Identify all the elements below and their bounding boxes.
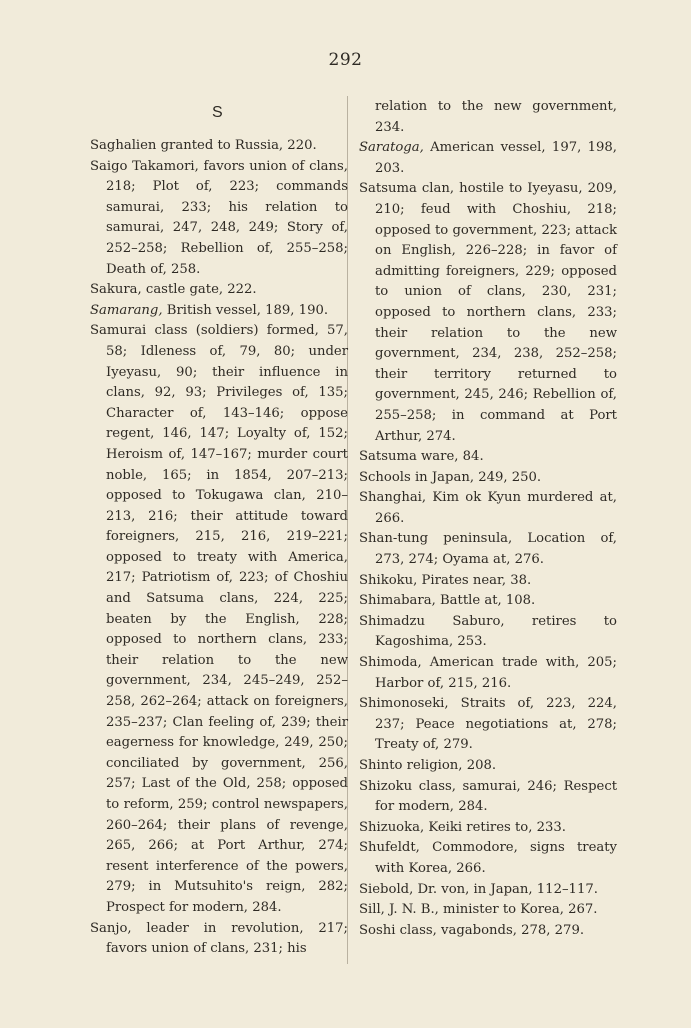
right-column bbox=[359, 97, 617, 941]
index-entry: Shimonoseki, Straits of, 223, 224, 237; Peace negotiations at, 278; Treaty of, 279. bbox=[359, 696, 617, 753]
page-number: 292 bbox=[328, 50, 363, 70]
index-entry: Shimoda, American trade with, 205; Harbor of, 215, 216. bbox=[359, 655, 617, 691]
index-entry: Shikoku, Pirates near, 38. bbox=[359, 572, 532, 588]
index-entry: Satsuma clan, hostile to Iyeyasu, 209, 210; feud with Choshiu, 218; opposed to government, 223; attack on English, 226–228; in favor of admitting foreigners, 229; opposed to union of clans, 230, 231; opposed to northern clans, 233; their relation to the new government, 234, 238, 252–258; their territory returned to government, 245, 246; Rebellion of, 255–258; in command at Port Arthur, 274. bbox=[359, 181, 617, 444]
index-entry: Sanjo, leader in revolution, 217; favors union of clans, 231; his bbox=[90, 920, 348, 957]
index-entry: Shizoku class, samurai, 246; Respect for modern, 284. bbox=[359, 778, 617, 815]
index-entry: Saghalien granted to Russia, 220. bbox=[90, 138, 317, 153]
index-entry: Sakura, castle gate, 222. bbox=[90, 282, 257, 298]
index-entry: Satsuma ware, 84. bbox=[359, 449, 484, 465]
index-entry: Sill, J. N. B., minister to Korea, 267. bbox=[359, 902, 598, 918]
index-entry: Shanghai, Kim ok Kyun murdered at, 266. bbox=[359, 490, 617, 526]
index-entry-continued: relation to the new government, 234. bbox=[375, 99, 617, 135]
index-entry: Schools in Japan, 249, 250. bbox=[359, 469, 542, 485]
left-column bbox=[90, 136, 348, 960]
index-entry: Soshi class, vagabonds, 278, 279. bbox=[359, 922, 585, 938]
index-entry: Shufeldt, Commodore, signs treaty with Korea, 266. bbox=[359, 840, 617, 876]
section-letter: S bbox=[212, 104, 223, 121]
index-entry: Saigo Takamori, favors union of clans, 218; Plot of, 223; commands samurai, 233; his relation to samurai, 247, 248, 249; Story of, 252–258; Rebellion of, 255–258; Death of, 258. bbox=[90, 158, 348, 277]
index-entry: Siebold, Dr. von, in Japan, 112–117. bbox=[359, 881, 598, 897]
index-entry: Saratoga, American vessel, 197, 198, 203. bbox=[359, 140, 617, 176]
index-entry: Shinto religion, 208. bbox=[359, 758, 497, 773]
index-entry: Shimabara, Battle at, 108. bbox=[359, 593, 536, 609]
index-entry: Samarang, British vessel, 189, 190. bbox=[90, 302, 329, 318]
index-entry: Samurai class (soldiers) formed, 57, 58; Idleness of, 79, 80; under Iyeyasu, 90; their influence in clans, 92, 93; Privileges of, 135; Character of, 143–146; oppose regent, 146, 147; Loyalty of, 152; Heroism of, 147–167; murder court noble, 165; in 1854, 207–213; opposed to Tokugawa clan, 210–213, 216; their attitude toward foreigners, 215, 216, 219–221; opposed to treaty with America, 217; Patriotism of, 223; of Choshiu and Satsuma clans, 224, 225; beaten by the English, 228; opposed to northern clans, 233; their relation to the new government, 234, 245–249, 252–258, 262–264; attack on foreigners, 235–237; Clan feeling of, 239; their eagerness for knowledge, 249, 250; conciliated by government, 256, 257; Last of the Old, 258; opposed to reform, 259; control newspapers, 260–264; their plans of revenge, 265, 266; at Port Arthur, 274; resent interference of the powers, 279; in Mutsuhito's reign, 282; Prospect for modern, 284. bbox=[90, 323, 348, 915]
index-entry: Shan-tung peninsula, Location of, 273, 274; Oyama at, 276. bbox=[359, 531, 617, 568]
index-entry: Shimadzu Saburo, retires to Kagoshima, 253. bbox=[359, 613, 617, 650]
index-entry: Shizuoka, Keiki retires to, 233. bbox=[359, 819, 566, 835]
